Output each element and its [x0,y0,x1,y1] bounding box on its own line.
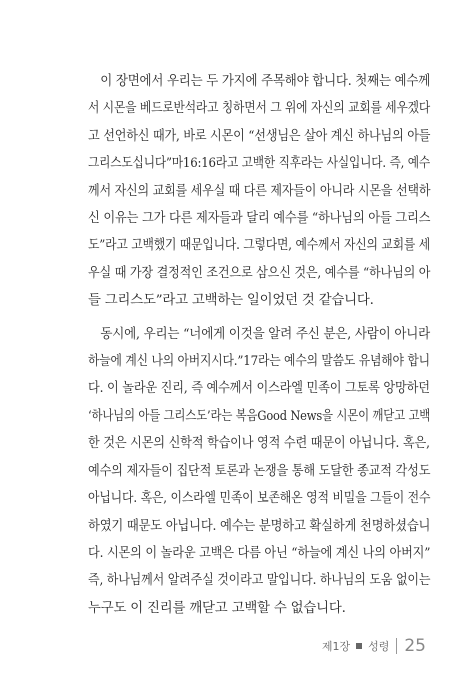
text-line: 서 시몬을 베드로반석라고 칭하면서 그 위에 자신의 교회를 세우겠다 [88,101,431,117]
text-line: 우실 때 가장 결정적인 조건으로 삼으신 것은, 예수를 “하나님의 아 [88,265,431,281]
paragraph-1 [88,68,430,315]
paragraph-2 [88,321,430,622]
text-line: 께서 자신의 교회를 세우실 때 다른 제자들이 아니라 시몬을 선택하 [88,183,431,199]
text-line: 신 이유는 그가 다른 제자들과 달리 예수를 “하나님의 아들 그리스 [88,211,431,227]
page-footer [322,636,426,656]
divider [396,638,397,654]
text-line: 이 장면에서 우리는 두 가지에 주목해야 합니다. 첫째는 예수께 [88,74,431,89]
page-number: 25 [404,636,426,656]
square-bullet-icon [356,643,362,649]
text-line: 예수의 제자들이 집단적 토론과 논쟁을 통해 도달한 종교적 각성도 [88,463,431,479]
text-line: 아닙니다. 혹은, 이스라엘 민족이 보존해온 영적 비밀을 그들이 전수 [88,491,431,507]
text-line: 다. 시몬의 이 놀라운 고백은 다름 아닌 “하늘에 계신 나의 아버지” [88,545,431,561]
text-line: 들 그리스도”라고 고백하는 일이었던 것 같습니다. [88,293,374,309]
text-line: 동시에, 우리는 “너에게 이것을 알려 주신 분은, 사람이 아니라 [88,326,431,342]
text-line: 다. 이 놀라운 진리, 즉 예수께서 이스라엘 민족이 그토록 앙망하던 [88,381,430,397]
body-text [88,68,430,628]
text-line: 한 것은 시몬의 신학적 학습이나 영적 수련 때문이 아닙니다. 혹은, [88,436,430,452]
text-line: ‘하나님의 아들 그리스도’라는 복음Good News을 시몬이 깨닫고 고백 [88,408,431,424]
text-line: 하늘에 계신 나의 아버지시다.”17라는 예수의 말씀도 유념해야 합니 [88,354,430,370]
section-label: 성령 [368,640,390,653]
text-line: 도”라고 고백했기 때문입니다. 그렇다면, 예수께서 자신의 교회를 세 [88,238,431,254]
text-line: 하였기 때문도 아닙니다. 예수는 분명하고 확실하게 천명하셨습니 [88,518,431,534]
text-line: 누구도 이 진리를 깨닫고 고백할 수 없습니다. [88,600,346,616]
text-line: 고 선언하신 때가, 바로 시몬이 “선생님은 살아 계신 하나님의 아들 [88,128,431,144]
chapter-label: 제1장 [321,640,351,653]
text-line: 즉, 하나님께서 알려주실 것이라고 말입니다. 하나님의 도움 없이는 [88,573,431,589]
text-line: 그리스도십니다”마16:16라고 고백한 직후라는 사실입니다. 즉, 예수 [88,156,431,172]
